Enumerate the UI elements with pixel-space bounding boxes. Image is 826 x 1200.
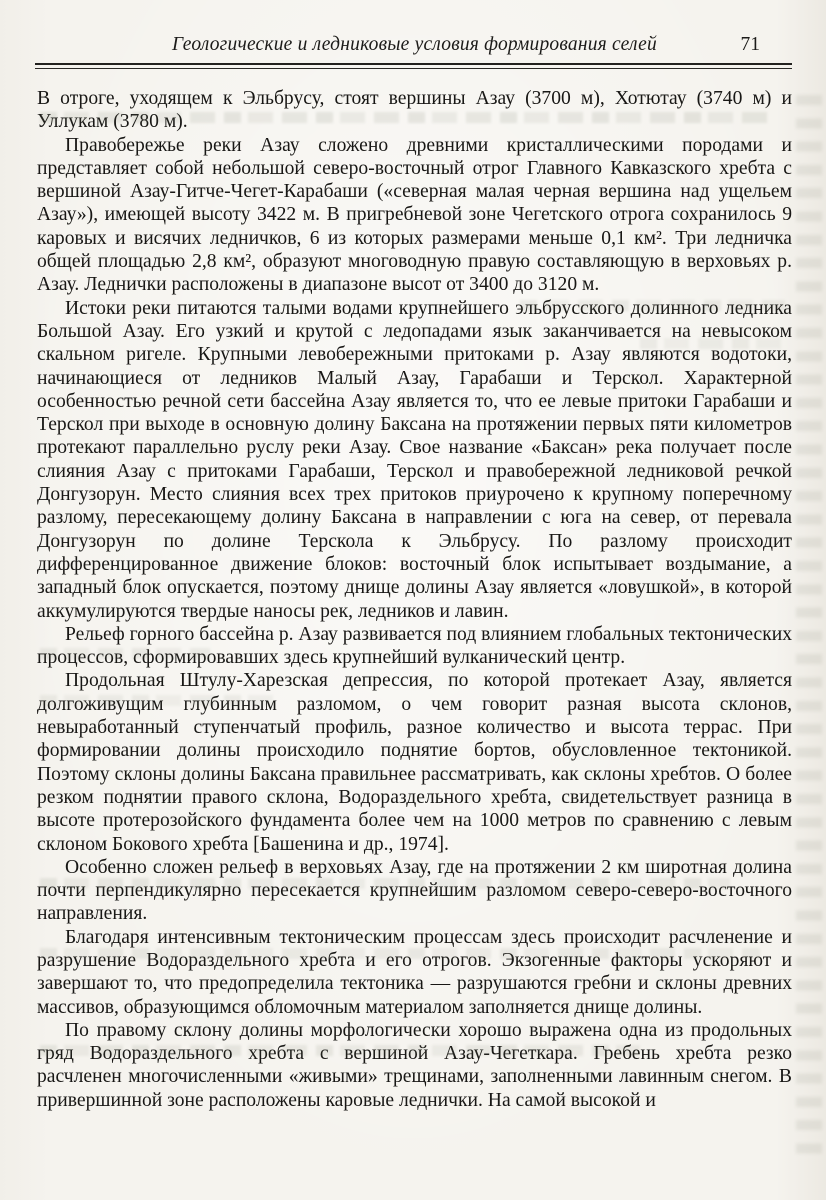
bleedthrough-margin-artifact — [796, 95, 822, 1165]
paragraph: Правобережье реки Азау сложено древними кристаллическими породами и представляет собой небольшой северо-восточный отрог Главного Кавказского хребта с вершиной Азау-Гитче-Чегет-Карабаши («северная малая черная вершина над ущельем Азау»), имеющей высоту 3422 м. В пригребневой зоне Чегетского отрога сохранилось 9 каровых и висячих ледничков, 6 из которых размерами меньше 0,1 км². Три ледничка общей площадью 2,8 км², образуют многоводную правую составляющую в верховьях р. Азау. Леднички расположены в диапазоне высот от 3400 до 3120 м. — [37, 134, 792, 296]
running-header-title: Геологические и ледниковые условия формирования селей — [172, 34, 657, 55]
paragraph: Истоки реки питаются талыми водами крупнейшего эльбрусского долинного ледника Большой Азау. Его узкий и крутой с ледопадами язык заканчивается на невысоком скальном ригеле. Крупными левобережными притоками р. Азау являются водотоки, начинающиеся от ледников Малый Азау, Гарабаши и Терскол. Характерной особенностью речной сети бассейна Азау является то, что ее левые притоки Гарабаши и Терскол при выходе в основную долину Баксана на протяжении первых пяти километров протекают параллельно руслу реки Азау. Свое название «Баксан» река получает после слияния Азау с притоками Гарабаши, Терскол и правобережной ледниковой речкой Донгузорун. Место слияния всех трех притоков приурочено к крупному поперечному разлому, пересекающему долину Баксана в направлении с юга на север, от перевала Донгузорун по долине Терскола к Эльбрусу. По разлому происходит дифференцированное движение блоков: восточный блок испытывает воздымание, а западный блок опускается, поэтому днище долины Азау является «ловушкой», в которой аккумулируются твердые наносы рек, ледников и лавин. — [37, 297, 792, 622]
paragraph: По правому склону долины морфологически хорошо выражена одна из продольных гряд Водораздельного хребта с вершиной Азау-Чегеткара. Гребень хребта резко расчленен многочисленными «живыми» трещинами, заполненными лавинным снегом. В привершинной зоне расположены каровые леднички. На самой высокой и — [37, 1019, 792, 1111]
body-text — [37, 87, 792, 1112]
paragraph: В отроге, уходящем к Эльбрусу, стоят вершины Азау (3700 м), Хотютау (3740 м) и Уллукам (3780 м). — [37, 88, 792, 133]
paragraph: Особенно сложен рельеф в верховьях Азау, где на протяжении 2 км широтная долина почти перпендикулярно пересекается крупнейшим разломом северо-северо-восточного направления. — [37, 856, 792, 925]
paragraph: Рельеф горного бассейна р. Азау развивается под влиянием глобальных тектонических процессов, сформировавших здесь крупнейший вулканический центр. — [37, 623, 792, 669]
paragraph: Благодаря интенсивным тектоническим процессам здесь происходит расчленение и разрушение Водораздельного хребта и его отрогов. Экзогенные факторы ускоряют и завершают то, что предопределила тектоника — разрушаются гребни и склоны древних массивов, образующимся обломочным материалом заполняется днище долины. — [37, 926, 792, 1018]
paragraph: Продольная Штулу-Харезская депрессия, по которой протекает Азау, является долгоживущим глубинным разломом, о чем говорит разная высота склонов, невыработанный ступенчатый профиль, разное количество и высота террас. При формировании долины происходило поднятие бортов, обусловленное тектоникой. Поэтому склоны долины Баксана правильнее рассматривать, как склоны хребтов. О более резком поднятии правого склона, Водораздельного хребта, свидетельствует разница в высоте протерозойского фундамента более чем на 1000 метров по сравнению с левым склоном Бокового хребта [Башенина и др., 1974]. — [37, 670, 792, 855]
running-header — [37, 34, 792, 60]
header-rule — [35, 63, 792, 69]
page-number: 71 — [740, 34, 760, 55]
